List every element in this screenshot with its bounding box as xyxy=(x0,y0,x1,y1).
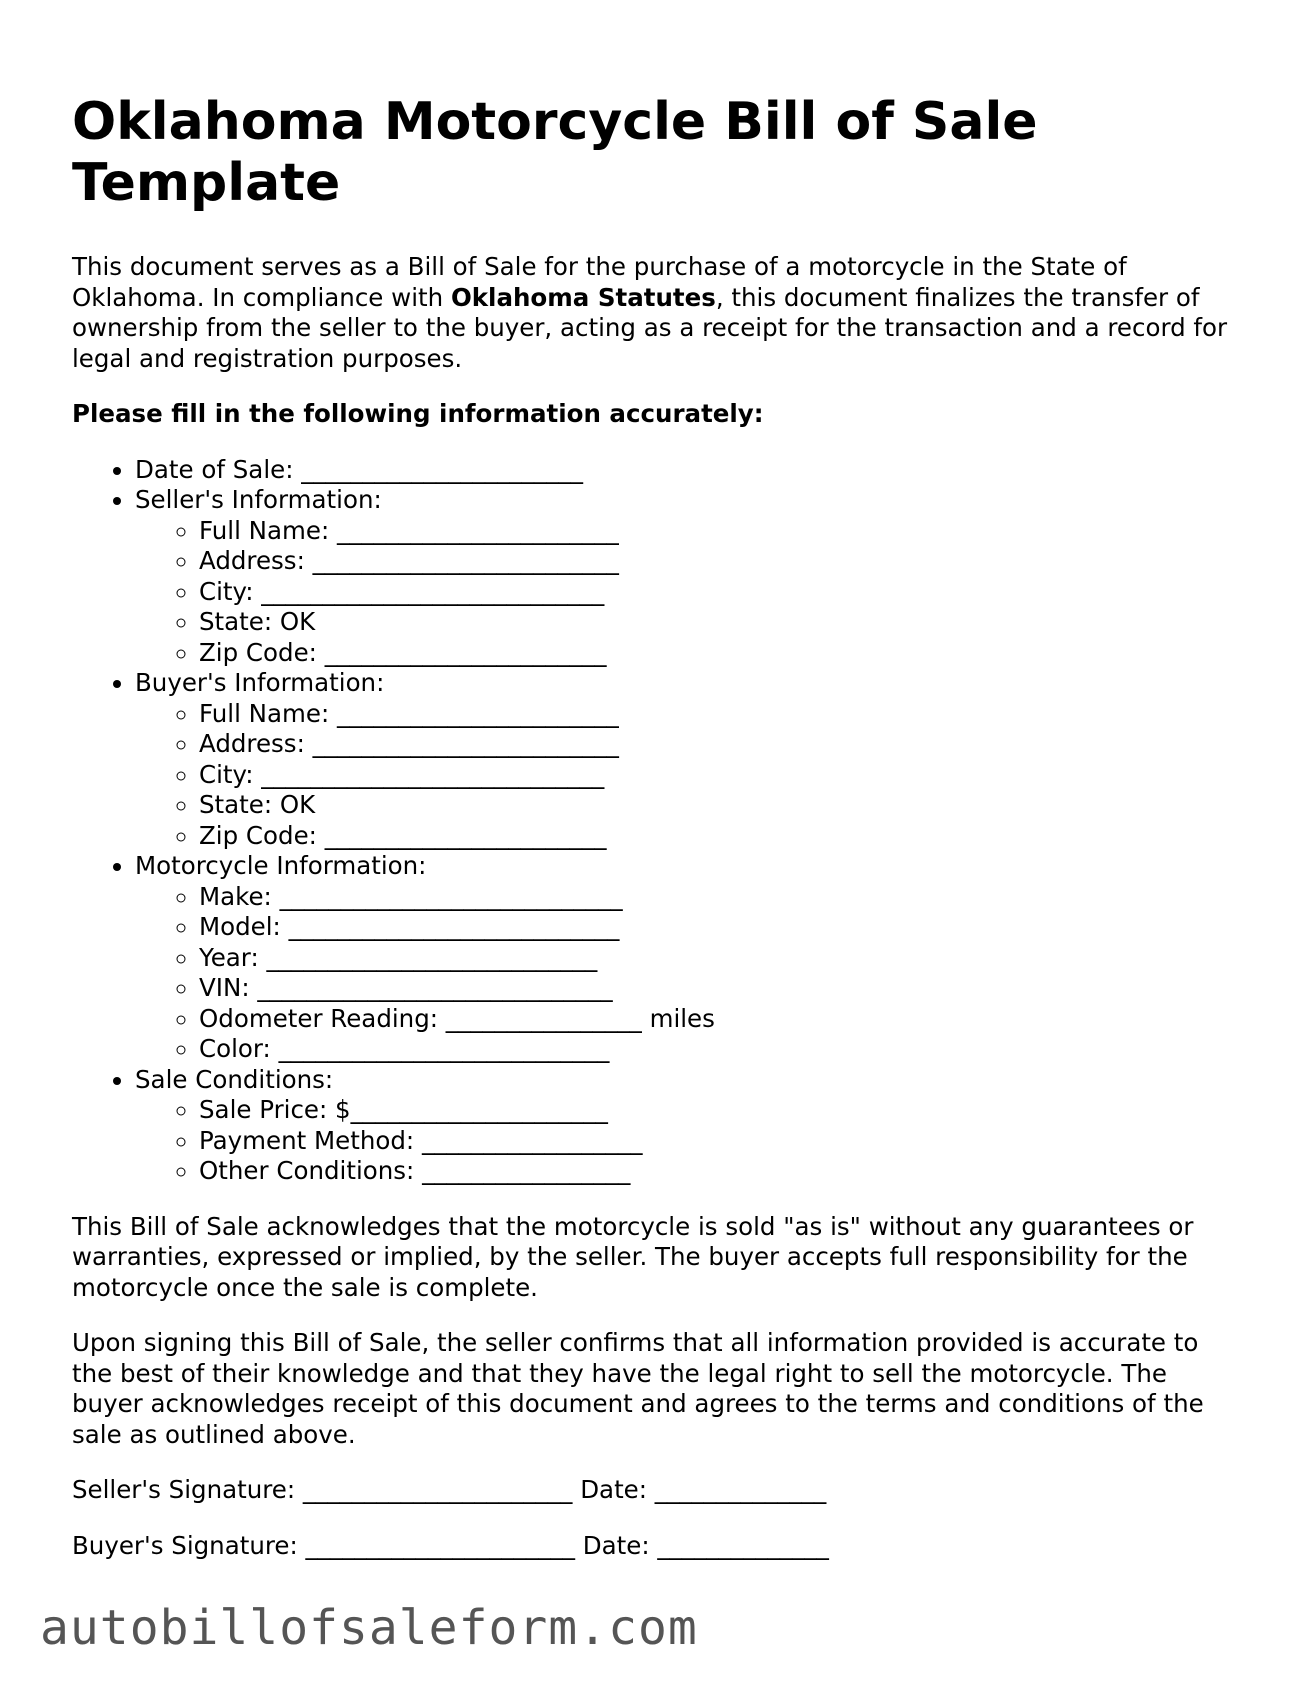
seller-fields xyxy=(135,516,1242,669)
intro-paragraph xyxy=(72,252,1242,374)
buyer-fields xyxy=(135,699,1242,852)
form-fields-list xyxy=(72,455,1242,1187)
other-conditions-field: ◦ Other Conditions: _________________ xyxy=(199,1156,1242,1187)
sale-conditions-fields xyxy=(135,1095,1242,1187)
buyer-address-field: ◦ Address: _________________________ xyxy=(199,729,1242,760)
year-field: ◦ Year: ___________________________ xyxy=(199,943,1242,974)
make-field: ◦ Make: ____________________________ xyxy=(199,882,1242,913)
sale-price-field: ◦ Sale Price: $_____________________ xyxy=(199,1095,1242,1126)
as-is-disclaimer: This Bill of Sale acknowledges that the motorcycle is sold "as is" without any guarantees or warranties, expressed or implied, by the seller. The buyer accepts full responsibility for the motorcycle once the sale is complete. xyxy=(72,1211,1194,1302)
seller-address-field: ◦ Address: _________________________ xyxy=(199,546,1242,577)
buyer-heading: Buyer's Information: xyxy=(135,668,385,697)
buyer-zip-field: ◦ Zip Code: _______________________ xyxy=(199,821,1242,852)
seller-city-field: ◦ City: ____________________________ xyxy=(199,577,1242,608)
motorcycle-section xyxy=(135,851,1242,1065)
intro-statutes: Oklahoma Statutes xyxy=(450,282,716,312)
buyer-state-field: ◦ State: OK xyxy=(199,790,1242,821)
buyer-section xyxy=(135,668,1242,851)
intro-text-start: This document serves as a Bill of Sale for the purchase of a motorcycle in the State of Oklahoma. In compliance with xyxy=(72,252,1127,312)
seller-section xyxy=(135,485,1242,668)
motorcycle-fields xyxy=(135,882,1242,1065)
seller-heading: Seller's Information: xyxy=(135,485,382,514)
fill-in-prompt: Please fill in the following information accurately: xyxy=(72,399,764,428)
seller-state-field: ◦ State: OK xyxy=(199,607,1242,638)
intro-text-end: , this document finalizes the transfer of ownership from the seller to the buyer, acting as a receipt for the transaction and a record for legal and registration purposes. xyxy=(72,282,1228,373)
confirmation-paragraph: Upon signing this Bill of Sale, the seller confirms that all information provided is accurate to the best of their knowledge and that they have the legal right to sell the motorcycle. The buyer acknowledges receipt of this document and agrees to the terms and conditions of the sale as outlined above. xyxy=(72,1328,1204,1449)
document-title: Oklahoma Motorcycle Bill of Sale Template xyxy=(72,92,1038,213)
date-of-sale-field: • Date of Sale: _______________________ xyxy=(135,455,1242,486)
site-watermark: autobillofsaleform.com xyxy=(40,1600,698,1656)
seller-signature-line: Seller's Signature: ______________________ Date: ______________ xyxy=(72,1475,827,1504)
color-field: ◦ Color: ___________________________ xyxy=(199,1034,1242,1065)
motorcycle-heading: Motorcycle Information: xyxy=(135,851,427,880)
model-field: ◦ Model: ___________________________ xyxy=(199,912,1242,943)
document-page xyxy=(72,92,1242,1561)
sale-conditions-heading: Sale Conditions: xyxy=(135,1064,334,1094)
odometer-field: ◦ Odometer Reading: ________________ miles xyxy=(199,1004,1242,1035)
payment-method-field: ◦ Payment Method: __________________ xyxy=(199,1126,1242,1157)
buyer-full-name-field: ◦ Full Name: _______________________ xyxy=(199,699,1242,730)
vin-field: ◦ VIN: _____________________________ xyxy=(199,973,1242,1004)
buyer-signature-line: Buyer's Signature: ______________________ Date: ______________ xyxy=(72,1530,829,1560)
seller-zip-field: ◦ Zip Code: _______________________ xyxy=(199,638,1242,669)
buyer-city-field: ◦ City: ____________________________ xyxy=(199,760,1242,791)
seller-full-name-field: ◦ Full Name: _______________________ xyxy=(199,516,1242,547)
sale-conditions-section xyxy=(135,1065,1242,1187)
